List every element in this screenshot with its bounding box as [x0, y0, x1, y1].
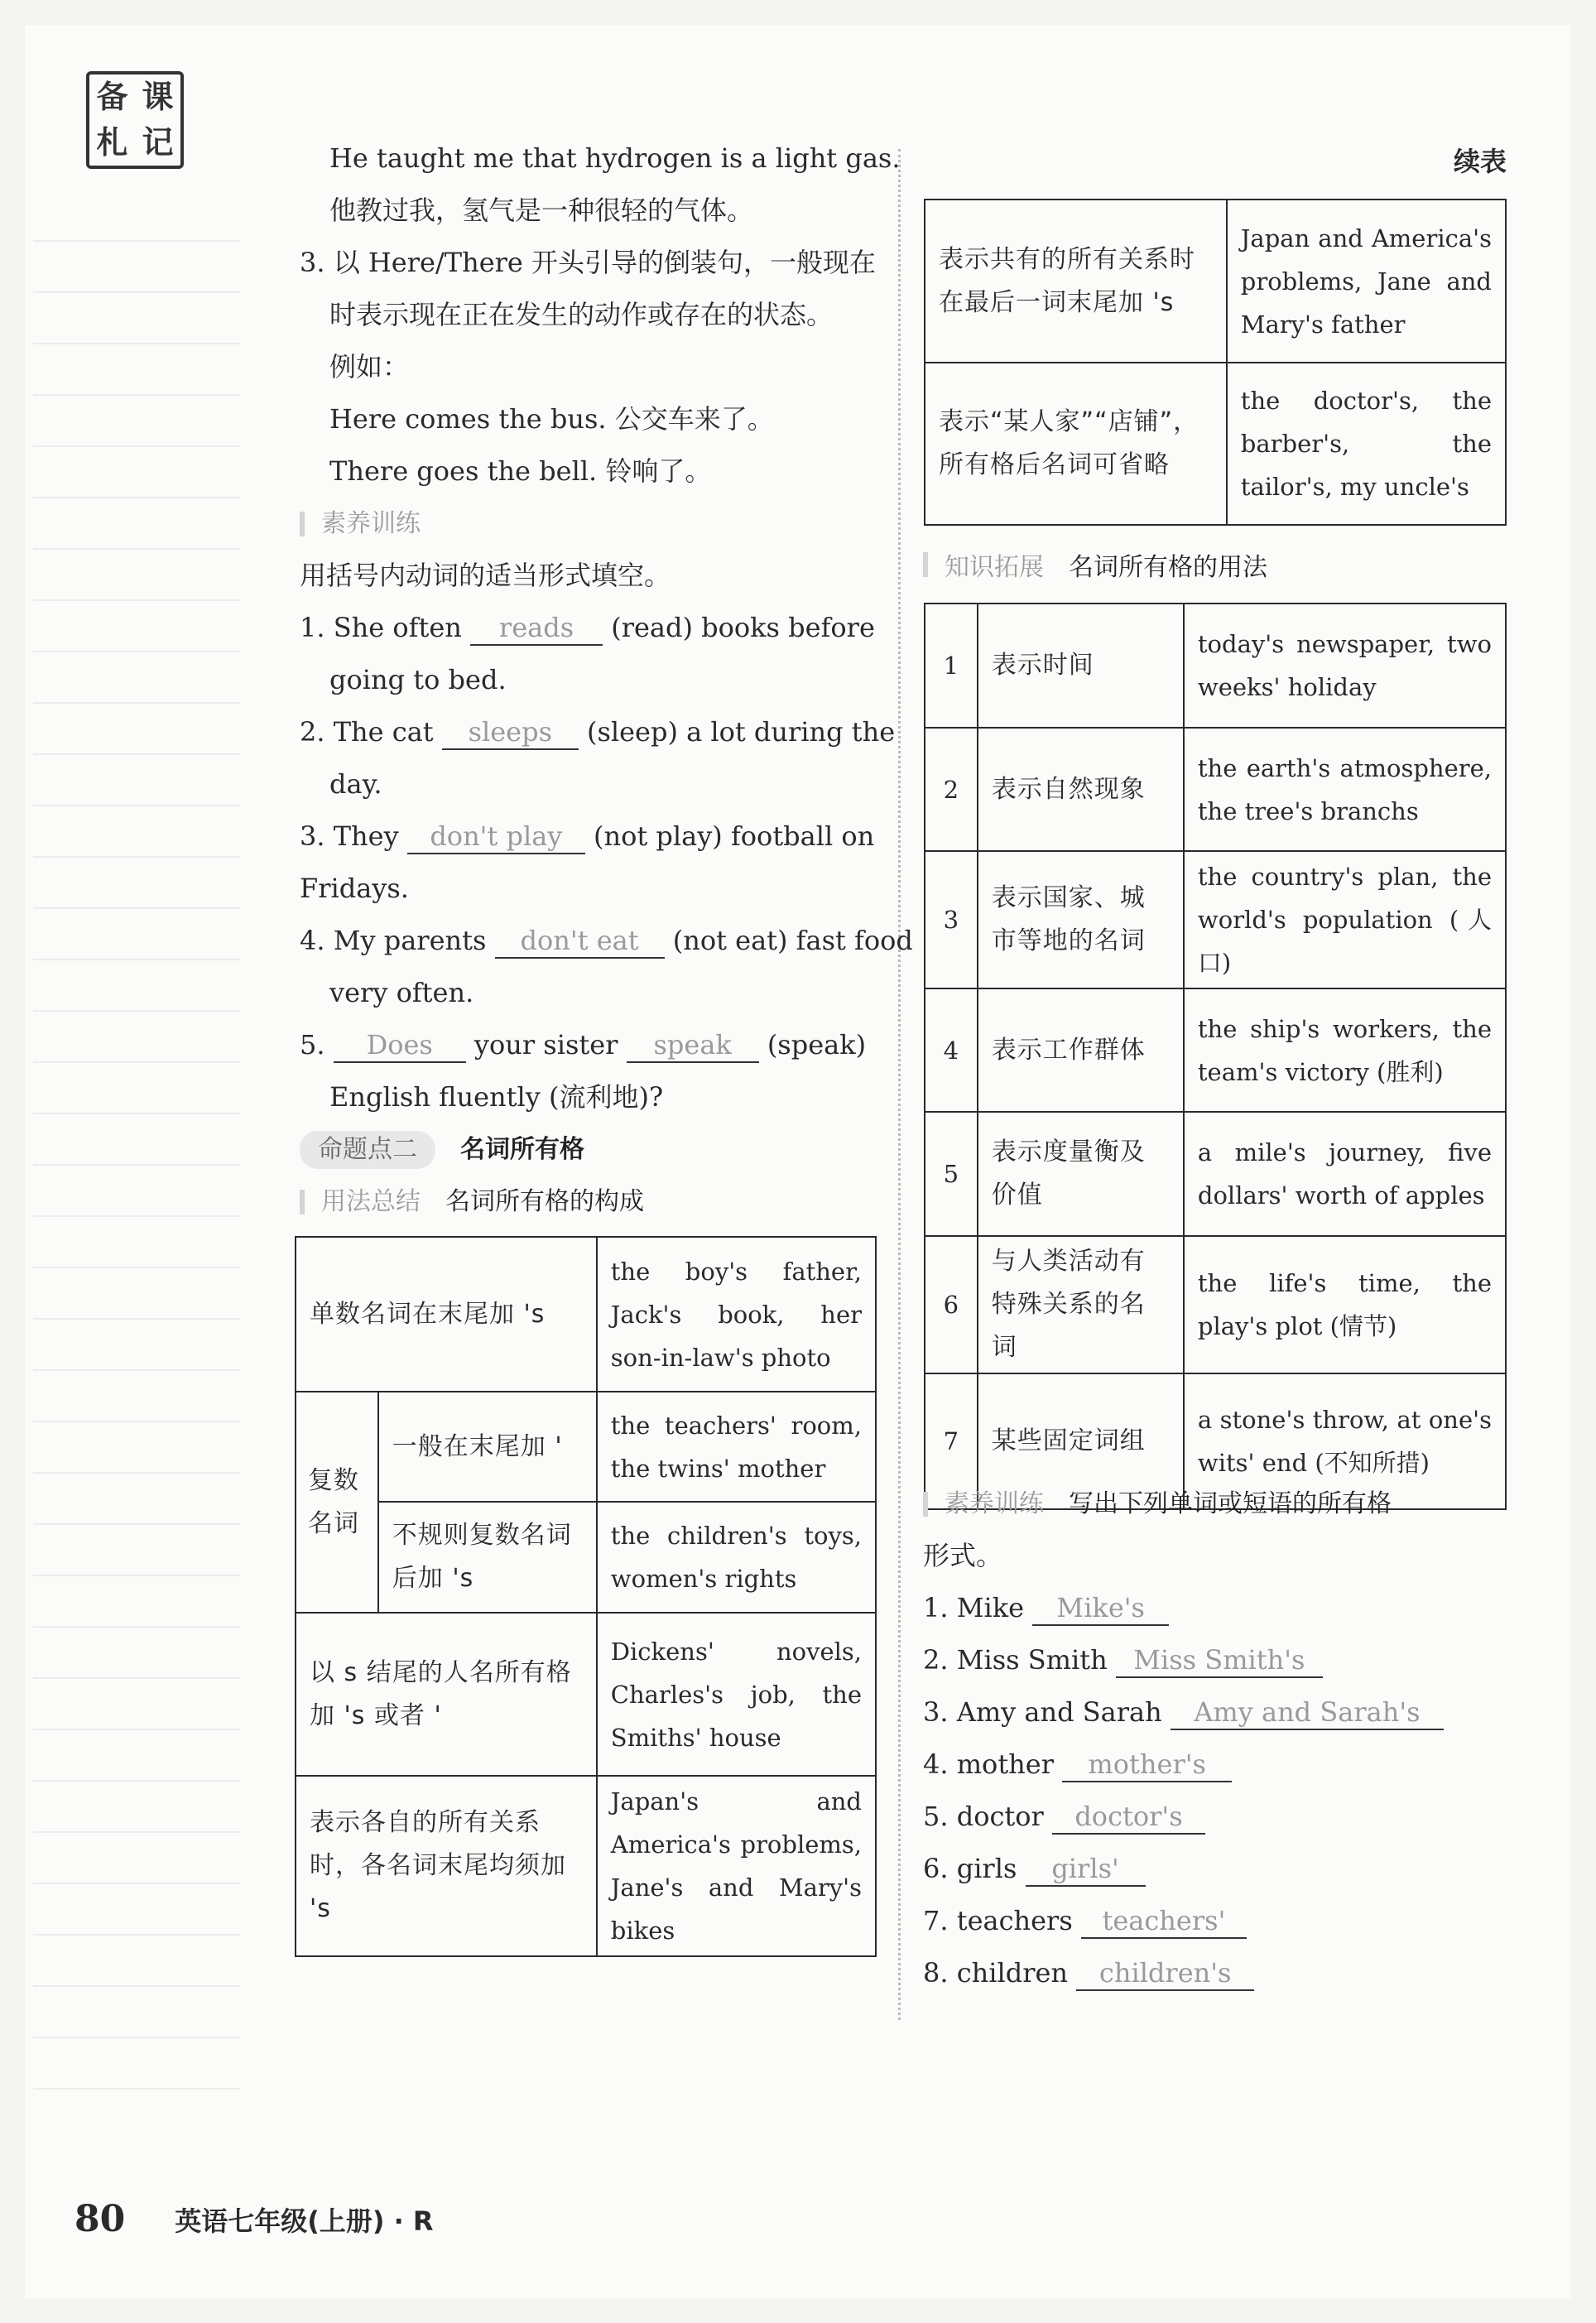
- table-row: [925, 604, 1506, 728]
- table-row: [925, 1236, 1506, 1373]
- training-instruction-cont: 形式。: [923, 1540, 1003, 1571]
- section-title: 写出下列单词或短语的所有格: [1069, 1489, 1392, 1518]
- q-text: 1. She often: [300, 612, 462, 643]
- table-row: [296, 1613, 876, 1776]
- rule-cell: 一般在末尾加 ': [378, 1392, 597, 1502]
- q-text: (read) books before: [611, 612, 875, 643]
- list-item: [923, 1791, 1507, 1843]
- question-5: [300, 1019, 879, 1071]
- usage-cell: 与人类活动有特殊关系的名词: [978, 1236, 1184, 1373]
- section-header-training: [923, 1478, 1507, 1530]
- question-5-cont: English fluently (流利地)?: [329, 1081, 664, 1113]
- table-row: [296, 1237, 876, 1392]
- table-row: [296, 1776, 876, 1956]
- row-number-cell: 4: [925, 988, 978, 1112]
- rule-cell: 表示各自的所有关系时，各名词末尾均须加 's: [296, 1776, 597, 1956]
- row-number-cell: 1: [925, 604, 978, 728]
- q-text: 3. They: [300, 820, 399, 852]
- item-text: 3. Amy and Sarah: [923, 1696, 1162, 1728]
- row-number-cell: 7: [925, 1373, 978, 1509]
- table-row: [296, 1502, 876, 1613]
- example-cell: Japan and America's problems, Jane and Mary's father: [1227, 200, 1506, 363]
- expand-header: [923, 538, 1267, 590]
- usage-cell: 表示时间: [978, 604, 1184, 728]
- example-cell: the boy's father, Jack's book, her son-in-law's photo: [597, 1237, 876, 1392]
- point-header: [300, 1123, 879, 1176]
- example-2: There goes the bell. 铃响了。: [329, 455, 712, 487]
- section-bar: [923, 1492, 928, 1517]
- q-text: your sister: [474, 1029, 618, 1060]
- row-number-cell: 5: [925, 1112, 978, 1236]
- left-column: [300, 132, 913, 1228]
- q-text: 2. The cat: [300, 716, 434, 748]
- possessive-usage-table: [924, 603, 1507, 1510]
- section-tag: 素养训练: [321, 509, 421, 538]
- row-number-cell: 2: [925, 728, 978, 851]
- item-text: 1. Mike: [923, 1592, 1025, 1623]
- example-cell: Dickens' novels, Charles's job, the Smiths' house: [597, 1613, 876, 1776]
- answer-blank: reads: [470, 611, 603, 646]
- column-divider: [898, 149, 901, 2020]
- answer-blank: doctor's: [1052, 1800, 1205, 1835]
- rule-3-line-1: 3. 以 Here/There 开头引导的倒装句，一般现在: [300, 247, 877, 278]
- q-text: (not eat) fast food: [672, 925, 913, 956]
- section-title: 名词所有格的构成: [445, 1187, 644, 1216]
- answer-blank: Miss Smith's: [1116, 1643, 1323, 1678]
- rule-3-line-2: 时表示现在正在发生的动作或存在的状态。: [329, 299, 834, 330]
- example-cell: Japan's and America's problems, Jane's and Mary's bikes: [597, 1776, 876, 1956]
- table-row: [925, 728, 1506, 851]
- list-item: [923, 1582, 1507, 1634]
- example-en: He taught me that hydrogen is a light gas.: [329, 142, 901, 174]
- example-cell: today's newspaper, two weeks' holiday: [1184, 604, 1506, 728]
- stamp-char: 记: [142, 124, 174, 161]
- answer-blank: don't play: [407, 820, 585, 854]
- q-text: (not play) football on: [594, 820, 875, 852]
- example-cn: 他教过我，氢气是一种很轻的气体。: [329, 195, 754, 226]
- item-text: 7. teachers: [923, 1905, 1073, 1936]
- answer-blank: girls': [1026, 1852, 1146, 1887]
- table-row: [925, 988, 1506, 1112]
- answer-blank: speak: [627, 1028, 759, 1063]
- section-title: 名词所有格的用法: [1069, 552, 1267, 582]
- section-bar: [923, 552, 928, 577]
- answer-blank: Amy and Sarah's: [1171, 1695, 1444, 1730]
- answer-blank: children's: [1076, 1956, 1254, 1991]
- table-row: [296, 1392, 876, 1502]
- item-text: 6. girls: [923, 1853, 1017, 1884]
- point-title: 名词所有格: [460, 1135, 584, 1164]
- question-4: [300, 915, 913, 967]
- stamp-char: 备: [96, 79, 128, 115]
- notes-stamp: [86, 71, 184, 169]
- rule-cell: 不规则复数名词后加 's: [378, 1502, 597, 1613]
- section-tag: 知识拓展: [945, 552, 1044, 582]
- q-text: (sleep) a lot during the: [586, 716, 896, 748]
- example-cell: the teachers' room, the twins' mother: [597, 1392, 876, 1502]
- possessive-formation-table-continued: [924, 199, 1507, 526]
- answer-blank: teachers': [1081, 1904, 1247, 1939]
- list-item: [923, 1947, 1507, 1999]
- example-cell: a stone's throw, at one's wits' end (不知所措): [1184, 1373, 1506, 1509]
- point-badge: 命题点二: [300, 1131, 435, 1169]
- item-text: 2. Miss Smith: [923, 1644, 1108, 1676]
- stamp-char: 札: [96, 124, 128, 161]
- table-row: [925, 200, 1506, 363]
- table-row: [925, 363, 1506, 525]
- question-1-cont: going to bed.: [329, 664, 507, 695]
- right-training: [923, 1478, 1507, 1999]
- item-text: 4. mother: [923, 1748, 1055, 1780]
- right-column: [923, 132, 1507, 190]
- answer-blank: don't eat: [495, 924, 665, 959]
- rule-cell: 表示共有的所有关系时在最后一词末尾加 's: [925, 200, 1227, 363]
- section-tag: 素养训练: [945, 1489, 1044, 1518]
- usage-cell: 表示国家、城市等地的名词: [978, 851, 1184, 988]
- example-cell: the country's plan, the world's population (人口): [1184, 851, 1506, 988]
- list-item: [923, 1686, 1507, 1739]
- plural-label-cell: 复数名词: [296, 1392, 378, 1613]
- q-text: 5.: [300, 1029, 325, 1060]
- table-row: [925, 851, 1506, 988]
- usage-cell: 某些固定词组: [978, 1373, 1184, 1509]
- q-text: 4. My parents: [300, 925, 487, 956]
- page-number: 80: [75, 2198, 126, 2240]
- table-row: [925, 1112, 1506, 1236]
- section-tag: 用法总结: [321, 1187, 421, 1216]
- stamp-char: 课: [142, 79, 174, 115]
- section-bar: [300, 512, 305, 536]
- question-3: [300, 810, 879, 863]
- usage-header: [300, 1176, 879, 1228]
- training-instruction: 用括号内动词的适当形式填空。: [300, 560, 671, 591]
- row-number-cell: 6: [925, 1236, 978, 1373]
- rule-cell: 单数名词在末尾加 's: [296, 1237, 597, 1392]
- list-item: [923, 1739, 1507, 1791]
- continued-label: 续表: [1453, 146, 1507, 177]
- question-3-cont: Fridays.: [300, 873, 409, 904]
- example-1: Here comes the bus. 公交车来了。: [329, 403, 774, 435]
- answer-list: [923, 1582, 1507, 1999]
- row-number-cell: 3: [925, 851, 978, 988]
- usage-cell: 表示自然现象: [978, 728, 1184, 851]
- rule-cell: 以 s 结尾的人名所有格加 's 或者 ': [296, 1613, 597, 1776]
- question-4-cont: very often.: [329, 977, 474, 1008]
- example-cell: a mile's journey, five dollars' worth of apples: [1184, 1112, 1506, 1236]
- footer: [75, 2198, 434, 2240]
- list-item: [923, 1895, 1507, 1947]
- answer-blank: Does: [334, 1028, 466, 1063]
- answer-blank: Mike's: [1032, 1591, 1169, 1626]
- example-cell: the life's time, the play's plot (情节): [1184, 1236, 1506, 1373]
- example-cell: the earth's atmosphere, the tree's branchs: [1184, 728, 1506, 851]
- list-item: [923, 1634, 1507, 1686]
- example-cell: the doctor's, the barber's, the tailor's, my uncle's: [1227, 363, 1506, 525]
- notes-margin-lines: [33, 190, 240, 2095]
- section-header-training: [300, 498, 879, 550]
- usage-cell: 表示工作群体: [978, 988, 1184, 1112]
- book-title: 英语七年级(上册) · R: [175, 2205, 434, 2237]
- example-cell: the children's toys, women's rights: [597, 1502, 876, 1613]
- usage-cell: 表示度量衡及价值: [978, 1112, 1184, 1236]
- example-cell: the ship's workers, the team's victory (胜利): [1184, 988, 1506, 1112]
- rule-3-line-3: 例如：: [329, 351, 410, 382]
- question-2-cont: day.: [329, 768, 382, 800]
- possessive-formation-table: [295, 1236, 877, 1957]
- question-1: [300, 602, 879, 654]
- question-2: [300, 706, 896, 758]
- item-text: 5. doctor: [923, 1801, 1044, 1832]
- answer-blank: sleeps: [442, 715, 579, 750]
- q-text: (speak): [767, 1029, 867, 1060]
- section-bar: [300, 1190, 305, 1214]
- rule-cell: 表示“某人家”“店铺”，所有格后名词可省略: [925, 363, 1227, 525]
- item-text: 8. children: [923, 1957, 1069, 1989]
- answer-blank: mother's: [1062, 1748, 1232, 1782]
- list-item: [923, 1843, 1507, 1895]
